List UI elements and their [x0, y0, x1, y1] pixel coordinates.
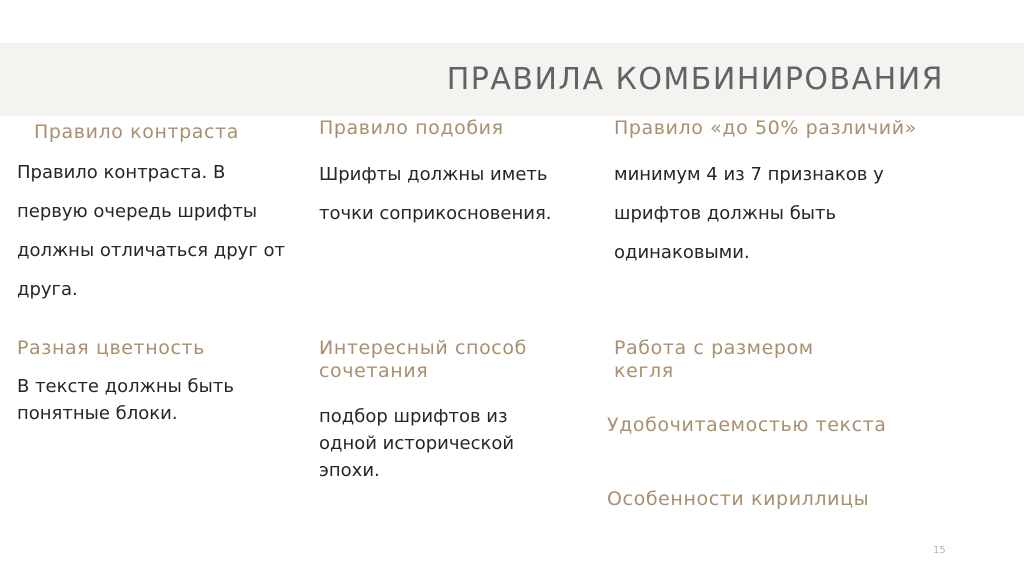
text-difference-rule: минимум 4 из 7 признаков у шрифтов должны быть одинаковыми. — [614, 164, 884, 263]
heading-color-variety: Разная цветность — [17, 337, 205, 359]
text-color-variety: В тексте должны быть понятные блоки. — [17, 376, 234, 424]
heading-contrast-rule: Правило контраста — [34, 121, 239, 143]
item-cyrillic-features: Особенности кириллицы — [607, 488, 870, 510]
text-similarity-rule: Шрифты должны иметь точки соприкосновения. — [319, 164, 552, 224]
heading-interesting-combination: Интересный способ сочетания — [319, 337, 527, 382]
heading-font-size: Работа с размером кегля — [614, 337, 814, 382]
text-interesting-combination: подбор шрифтов из одной исторической эпохи. — [319, 406, 515, 481]
item-readability: Удобочитаемостью текста — [607, 414, 887, 436]
heading-similarity-rule: Правило подобия — [319, 117, 504, 139]
heading-difference-rule: Правило «до 50% различий» — [614, 117, 917, 139]
text-contrast-rule: Правило контраста. В первую очередь шрифты должны отличаться друг от друга. — [17, 162, 285, 300]
slide-title: ПРАВИЛА КОМБИНИРОВАНИЯ — [446, 62, 944, 97]
page-number: 15 — [933, 545, 946, 556]
